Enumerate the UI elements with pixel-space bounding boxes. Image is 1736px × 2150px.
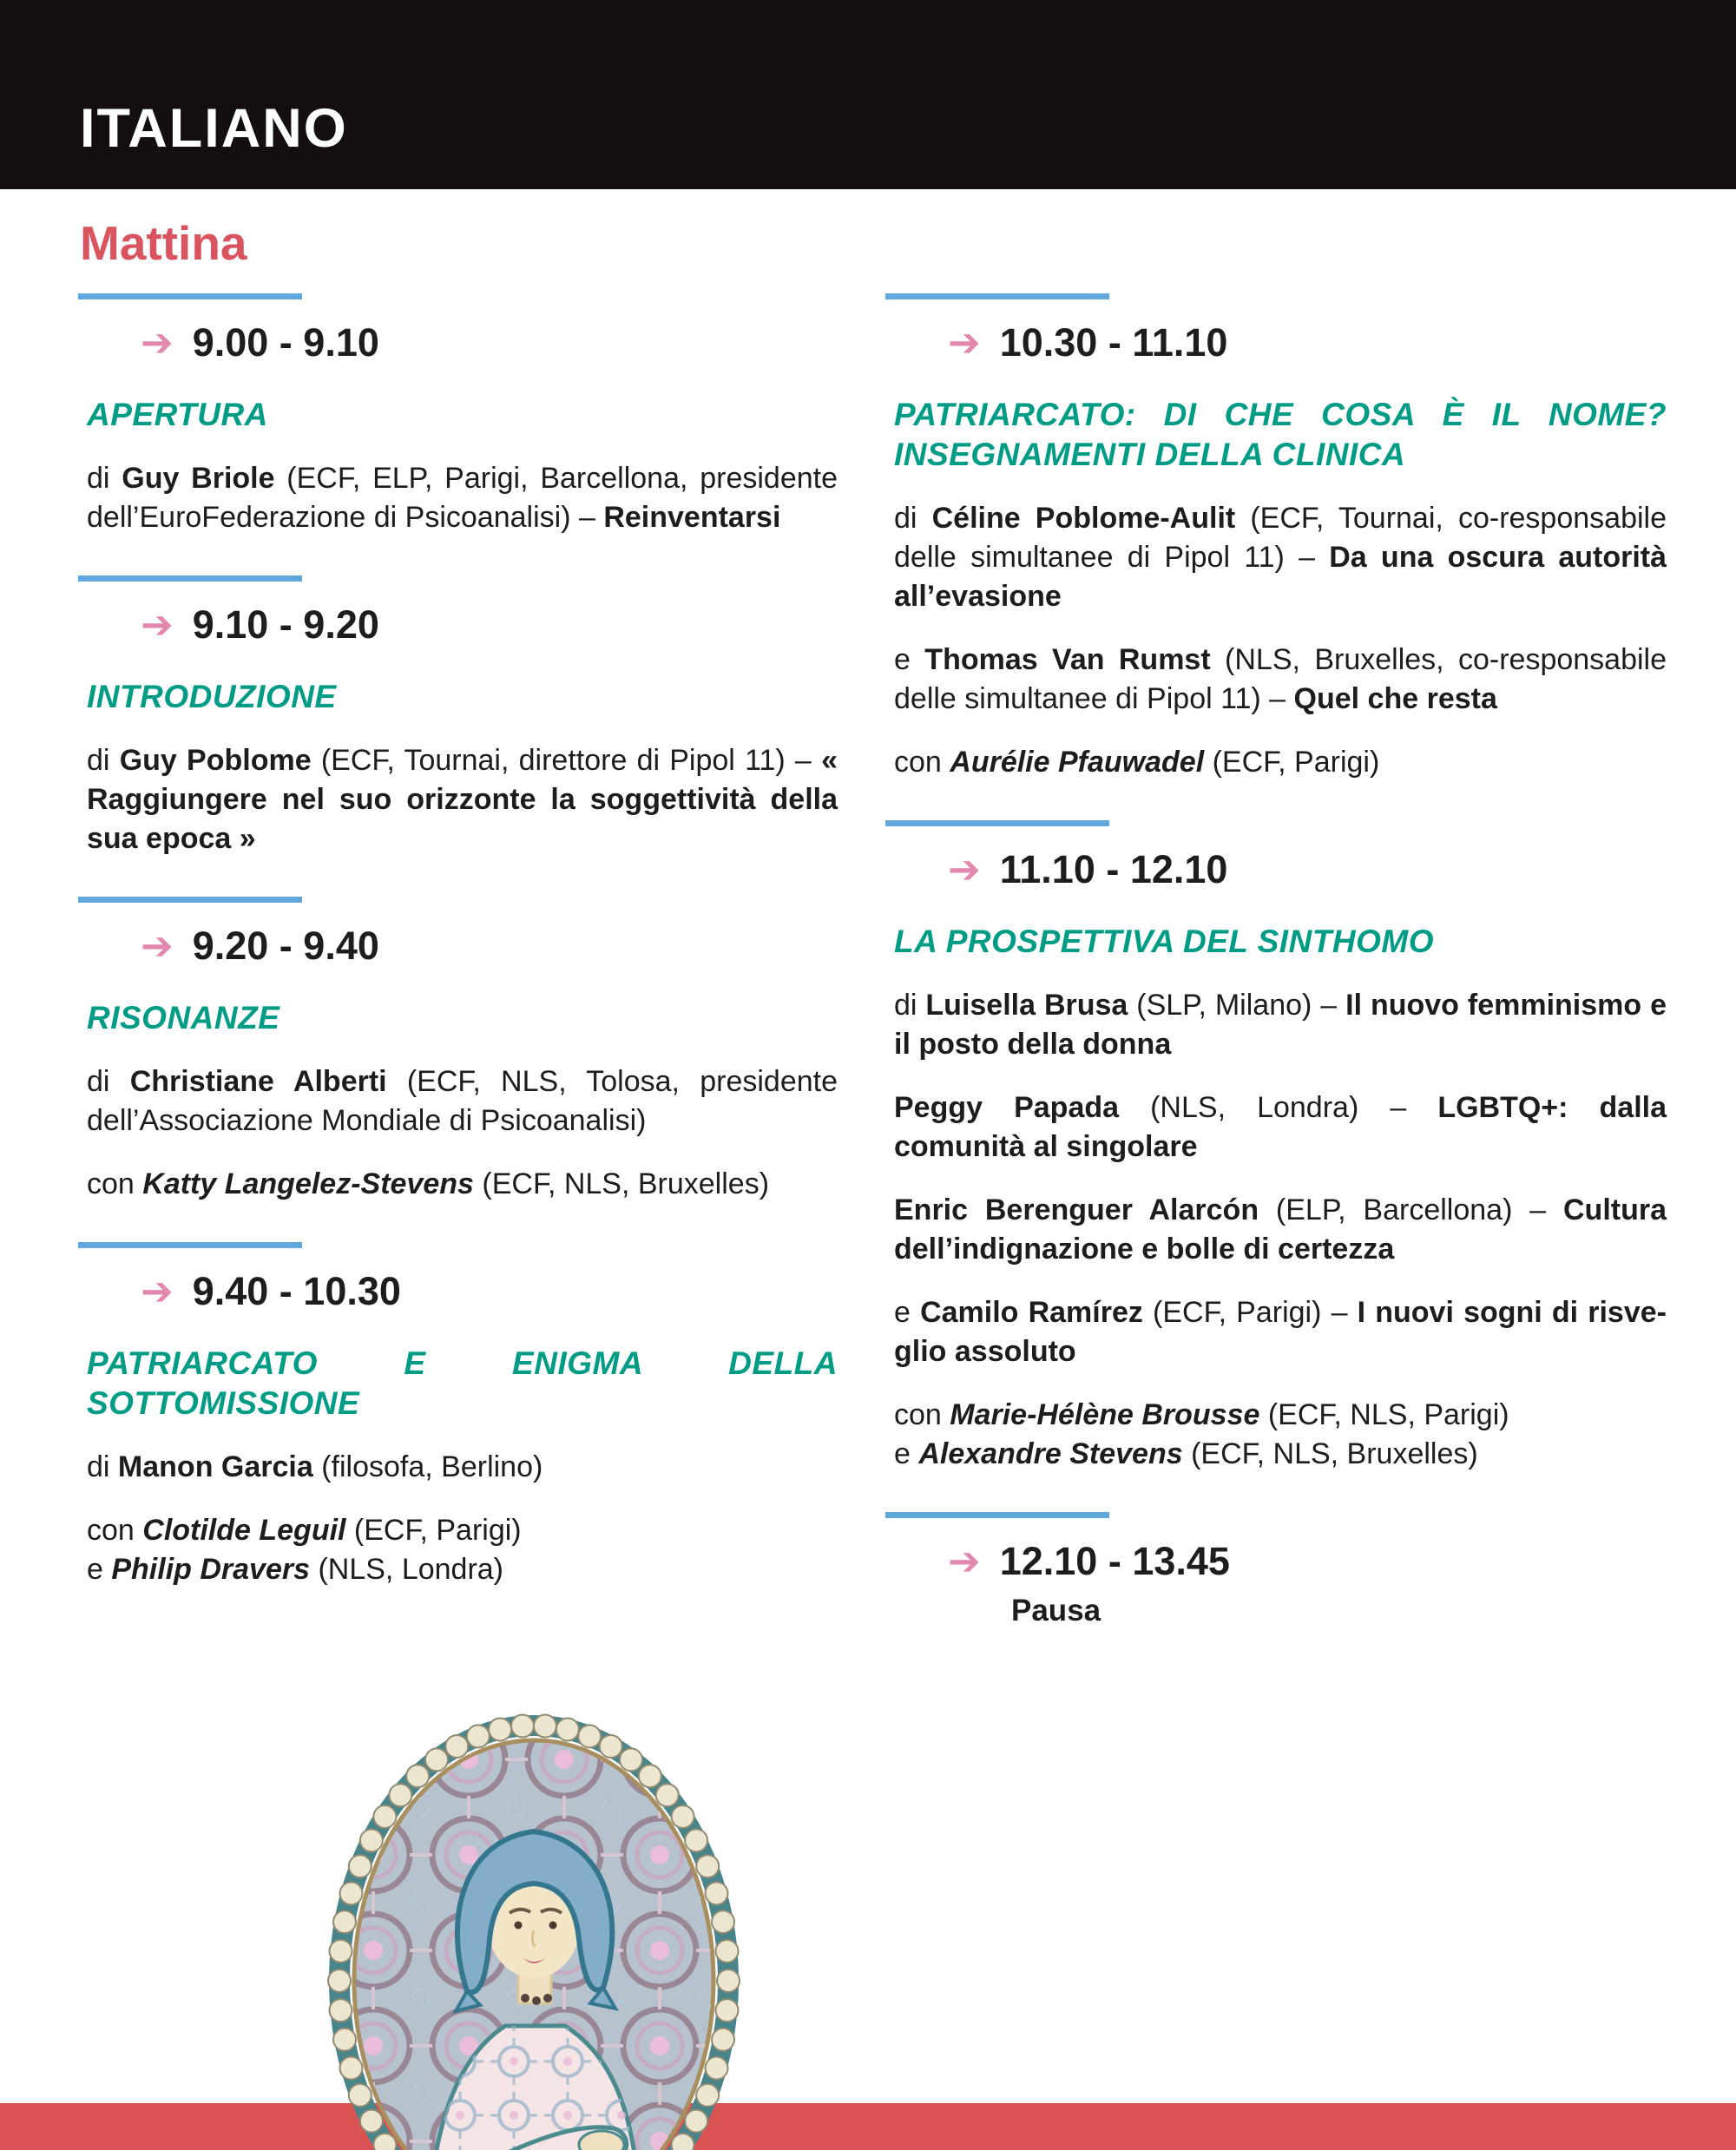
language-title: ITALIANO (80, 98, 348, 159)
text-segment: (ECF, Tournai, direttore di Pipol 11) – (311, 744, 822, 777)
text-segment: con (87, 1514, 143, 1547)
text-segment: di (87, 1450, 118, 1483)
session-paragraph (894, 1191, 1667, 1269)
section-divider-line (78, 575, 302, 582)
schedule-column-right (885, 293, 1667, 1668)
session-title: LA PROSPETTIVA DEL SINTHOMO (894, 924, 1434, 959)
text-segment: (ECF, Tournai, co-responsabile delle simultanee di Pipol 11) – (894, 502, 1667, 574)
session-time: 12.10 - 13.45 (999, 1539, 1230, 1583)
text-segment: Christiane Alberti (129, 1065, 387, 1098)
session (885, 293, 1667, 782)
session-paragraph (87, 1511, 838, 1589)
session (78, 1242, 838, 1589)
arrow-right-icon: ➔ (141, 1268, 174, 1314)
session-paragraph (894, 986, 1667, 1064)
text-segment: di (87, 744, 120, 777)
text-segment: Katty Langelez-Stevens (142, 1167, 474, 1200)
text-segment: (ECF, ELP, Parigi, Barcellona, presidente dell’EuroFederazione di Psicoanalisi) – (87, 462, 838, 534)
text-segment: Manon Garcia (117, 1450, 313, 1483)
session (78, 293, 838, 537)
arrow-right-icon: ➔ (141, 923, 174, 969)
section-divider-line (885, 820, 1109, 826)
text-segment: di (87, 1065, 130, 1098)
session-time: 9.40 - 10.30 (192, 1269, 401, 1313)
session-time: 9.00 - 9.10 (192, 320, 379, 365)
session-paragraph (87, 1165, 838, 1204)
text-segment: e (894, 643, 925, 676)
section-divider-line (885, 1512, 1109, 1518)
session-time-row (948, 847, 1667, 892)
text-segment: I nuovi sogni di risveglio assoluto (894, 1296, 1667, 1368)
text-segment: con (894, 1398, 950, 1431)
section-divider-line (78, 897, 302, 903)
text-segment: Luisella Brusa (925, 989, 1128, 1022)
session-title: APERTURA (87, 397, 268, 432)
session (78, 897, 838, 1204)
session-paragraph (894, 1396, 1667, 1474)
text-segment: (ELP, Barcellona) – (1259, 1193, 1563, 1226)
arrow-right-icon: ➔ (141, 319, 174, 365)
session-paragraph (894, 641, 1667, 719)
text-segment: (ECF, NLS, Tolosa, presidente dell’Associazione Mondiale di Psicoanalisi) (87, 1065, 838, 1137)
session-paragraph (894, 743, 1667, 782)
part-title: Mattina (80, 216, 247, 270)
text-segment: Céline Poblome-Aulit (931, 502, 1236, 535)
session-time: 11.10 - 12.10 (999, 847, 1228, 891)
text-segment: Clotilde Leguil (142, 1514, 346, 1547)
text-segment: Enric Berenguer Alarcón (894, 1193, 1259, 1226)
session (885, 1512, 1667, 1630)
text-segment: (ECF, NLS, Bruxelles) (473, 1167, 770, 1200)
session-paragraph (894, 1293, 1667, 1371)
text-segment: e (87, 1553, 112, 1586)
text-segment: (NLS, Bruxelles, co-responsabile delle simultanee di Pipol 11) – (894, 643, 1667, 715)
session-time-row (948, 1539, 1667, 1584)
text-segment: Thomas Van Rumst (924, 643, 1211, 676)
text-segment: Reinventarsi (603, 501, 781, 534)
text-segment: (ECF, NLS, Bruxelles) (1182, 1437, 1478, 1470)
arrow-right-icon: ➔ (948, 1538, 981, 1584)
session (885, 820, 1667, 1474)
session-time-row (141, 1269, 838, 1314)
text-segment: e (894, 1437, 919, 1470)
text-segment: Peggy Papada (894, 1091, 1120, 1124)
language-header (0, 0, 1736, 189)
text-segment: Quel che resta (1293, 682, 1497, 715)
text-segment: (filosofa, Berlino) (312, 1450, 543, 1483)
session-paragraph (87, 1448, 838, 1487)
text-segment: (NLS, Londra) – (1119, 1091, 1438, 1124)
arrow-right-icon: ➔ (948, 846, 981, 892)
text-segment: Il nuovo femminismo e il posto della donna (894, 989, 1667, 1061)
session-note: Pausa (1011, 1594, 1101, 1627)
session-paragraph (87, 741, 838, 858)
section-divider-line (78, 293, 302, 299)
text-segment: di (894, 989, 926, 1022)
text-segment: Marie-Hélène Brousse (950, 1398, 1260, 1431)
text-segment: Aurélie Pfauwadel (950, 746, 1205, 779)
session-paragraph (87, 459, 838, 537)
session-title: PATRIARCATO: DI CHE COSA È IL NOME? INSEGNAMENTI DELLA CLINICA (894, 397, 1667, 472)
text-segment: e (894, 1296, 921, 1329)
arrow-right-icon: ➔ (948, 319, 981, 365)
section-divider-line (78, 1242, 302, 1248)
session-title: PATRIARCATO E ENIGMA DELLA SOTTOMISSIONE (87, 1345, 838, 1421)
session-time: 9.20 - 9.40 (192, 924, 379, 968)
text-segment: (ECF, NLS, Parigi) (1259, 1398, 1509, 1431)
text-segment: (ECF, Parigi) (1204, 746, 1380, 779)
text-segment: (ECF, Parigi) (345, 1514, 522, 1547)
session-paragraph (894, 1088, 1667, 1167)
session-time-row (948, 320, 1667, 365)
text-segment: di (87, 462, 122, 495)
section-divider-line (885, 293, 1109, 299)
session (78, 575, 838, 858)
session-paragraph (894, 499, 1667, 616)
text-segment: LGBTQ+: dalla comunità al singolare (894, 1091, 1667, 1163)
schedule-column-left (78, 293, 838, 1627)
session-time-row (141, 320, 838, 365)
text-segment: Da una oscura autorità all’evasione (894, 541, 1667, 613)
text-segment: Cultura dell’indignazione e bolle di certezza (894, 1193, 1667, 1266)
session-time: 10.30 - 11.10 (999, 320, 1228, 365)
text-segment: con (87, 1167, 143, 1200)
text-segment: (ECF, Parigi) – (1142, 1296, 1358, 1329)
session-paragraph (87, 1062, 838, 1141)
session-time-row (141, 924, 838, 969)
bottom-accent-bar (0, 2103, 1736, 2150)
schedule-columns (78, 293, 1667, 1668)
text-segment: Philip Dravers (111, 1553, 311, 1586)
text-segment: Alexandre Stevens (918, 1437, 1183, 1470)
text-segment: Guy Briole (122, 462, 275, 495)
session-time-row (141, 602, 838, 648)
text-segment: con (894, 746, 950, 779)
arrow-right-icon: ➔ (141, 602, 174, 648)
session-title: INTRODUZIONE (87, 679, 337, 714)
text-segment: Guy Poblome (119, 744, 312, 777)
text-segment: Camilo Ramírez (920, 1296, 1143, 1329)
text-segment: (NLS, Londra) (310, 1553, 504, 1586)
session-title: RISONANZE (87, 1000, 280, 1036)
text-segment: (SLP, Milano) – (1128, 989, 1346, 1022)
text-segment: « Raggiungere nel suo orizzonte la soggettività della sua epoca » (87, 744, 838, 855)
text-segment: di (894, 502, 932, 535)
session-time: 9.10 - 9.20 (192, 602, 379, 647)
cameo-illustration (326, 1712, 742, 2150)
